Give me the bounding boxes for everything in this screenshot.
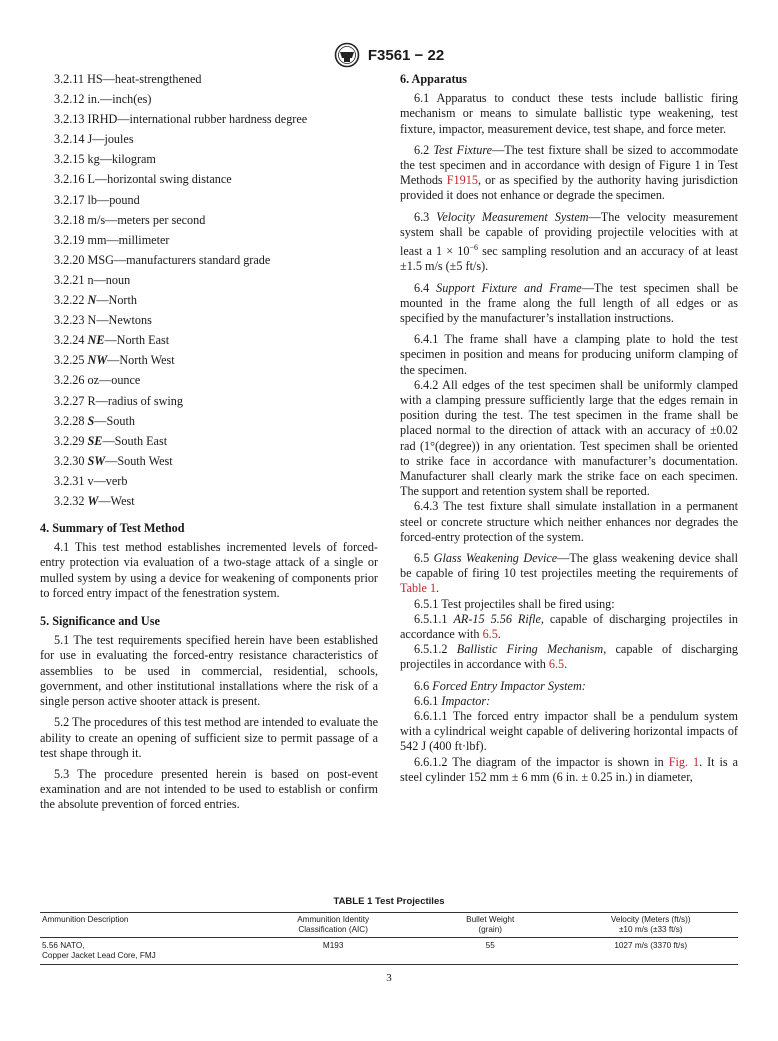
definition-item: 3.2.25 NW—North West [54, 353, 175, 368]
para-6-4-2: 6.4.2 All edges of the test specimen shall be uniformly clamped with a clamping pressure sufficiently large that the edges remain in position during the test. The test specimen in the frame shall be placed normal to the direction of attack with an accuracy of ±0.02 rad (1°(degree)) in any orientation. Test specimen shall be oriented to strike face in accordance with manufacturer’s documentation. Manufacturer shall clearly mark the strike face on each specimen. The support and retention system shall be reported. [400, 377, 738, 499]
definition-item: 3.2.30 SW—South West [54, 453, 173, 468]
definition-item: 3.2.13 IRHD—international rubber hardness degree [54, 112, 308, 127]
definition-item: 3.2.15 kg—kilogram [54, 152, 156, 167]
para-6-3: 6.3 Velocity Measurement System—The velocity measurement system shall be capable of providing projectile velocities with at least a $1 \times 10^{-6}$ sec sampling resolution and an accuracy of at least ±1.5 m/s (±5 ft/s). [400, 209, 738, 274]
para-6-4-3: 6.4.3 The test fixture shall simulate installation in a permanent steel or concrete structure which neither enhances nor degrades the forced-entry protection of the system. [400, 499, 738, 544]
para-6-6: 6.6 Forced Entry Impactor System: [414, 678, 586, 693]
cell-description: 5.56 NATO, Copper Jacket Lead Core, FMJ [40, 938, 249, 965]
link-6-5-a[interactable]: 6.5 [482, 626, 498, 641]
cell-weight: 55 [417, 938, 564, 965]
definition-item: 3.2.32 W—West [54, 493, 135, 508]
col-header-description: Ammunition Description [40, 913, 249, 938]
definition-item: 3.2.18 m/s—meters per second [54, 212, 206, 227]
para-6-6-1: 6.6.1 Impactor: [414, 693, 491, 708]
para-6-4: 6.4 Support Fixture and Frame—The test specimen shall be mounted in the frame along the full length of all edges or as specified by the manufacturer’s installation instructions. [400, 280, 739, 325]
definition-item: 3.2.11 HS—heat-strengthened [54, 72, 202, 86]
definitions-list [40, 72, 378, 509]
para-6-5-1: 6.5.1 Test projectiles shall be fired using: [414, 596, 615, 611]
definition-item: 3.2.19 mm—millimeter [54, 232, 170, 247]
definition-item: 3.2.27 R—radius of swing [54, 393, 183, 408]
definition-item: 3.2.26 oz—ounce [54, 373, 141, 388]
definition-item: 3.2.29 SE—South East [54, 433, 168, 448]
cell-aic: M193 [249, 938, 417, 965]
para-5-1: 5.1 The test requirements specified herein have been established for use in evaluating the forced-entry resistance characteristics of assemblies to be used in commercial, residential, schools, government, and other institutional installations where the risk of a single person active shooter attack is present. [40, 633, 378, 709]
definition-item: 3.2.21 n—noun [54, 272, 131, 287]
para-6-1: 6.1 Apparatus to conduct these tests include ballistic firing mechanism or means to simulate ballistic type weakening, test fixture, impactor, measurement device, test shape, and force meter. [400, 91, 738, 136]
table-header-row [40, 913, 738, 938]
col-header-aic: Ammunition Identity Classification (AIC) [249, 913, 417, 938]
para-6-4-1: 6.4.1 The frame shall have a clamping plate to hold the test specimen in position and means for producing uniform clamping of the specimen. [400, 332, 738, 377]
definition-item: 3.2.22 N—North [54, 293, 137, 308]
para-6-6-1-2: 6.6.1.2 The diagram of the impactor is shown in Fig. 1. It is a steel cylinder 152 mm ± 6 mm (6 in. ± 0.25 in.) in diameter, [400, 754, 738, 784]
right-column [400, 72, 738, 791]
cell-velocity: 1027 m/s (3370 ft/s) [563, 938, 738, 965]
link-f1915[interactable]: F1915 [446, 173, 478, 188]
para-6-5-1-2: 6.5.1.2 Ballistic Firing Mechanism, capable of discharging projectiles in accordance with 6.5. [400, 642, 739, 672]
link-fig-1[interactable]: Fig. 1 [668, 754, 700, 769]
projectiles-table [40, 912, 738, 965]
definition-item: 3.2.17 lb—pound [54, 192, 140, 207]
definition-item: 3.2.20 MSG—manufacturers standard grade [54, 252, 271, 267]
astm-logo-icon [334, 42, 360, 68]
section-5-heading: 5. Significance and Use [40, 614, 160, 629]
definition-item: 3.2.16 L—horizontal swing distance [54, 172, 232, 187]
col-header-velocity: Velocity (Meters (ft/s)) ±10 m/s (±33 ft/s) [563, 913, 738, 938]
page-number: 3 [386, 972, 392, 984]
definition-item: 3.2.14 J—joules [54, 132, 134, 147]
definition-item: 3.2.23 N—Newtons [54, 313, 152, 328]
para-4-1: 4.1 This test method establishes incremented levels of forced-entry protection via evaluation of a two-stage attack of a single or mulled system by using a device for weakening of components prior to forced entry impact of the fenestration system. [40, 540, 378, 600]
para-6-5: 6.5 Glass Weakening Device—The glass weakening device shall be capable of firing 10 test projectiles meeting the requirements of Table 1. [400, 550, 739, 596]
para-5-3: 5.3 The procedure presented herein is based on post-event examination and are not intended to be used to establish or confirm the absolute prevention of forced entries. [40, 766, 378, 812]
para-6-2: 6.2 Test Fixture—The test fixture shall be sized to accommodate the test specimen and in accordance with design of Figure 1 in Test Methods F1915, or as specified by the authority having jurisdiction provided it does not enhance or degrade the specimen. [400, 142, 739, 203]
definition-item: 3.2.31 v—verb [54, 473, 128, 488]
para-6-5-1-1: 6.5.1.1 AR-15 5.56 Rifle, capable of discharging projectiles in accordance with 6.5. [400, 611, 738, 641]
para-6-6-1-1: 6.6.1.1 The forced entry impactor shall be a pendulum system with a cylindrical weight capable of delivering horizontal impacts of 542 J (400 ft·lbf). [400, 708, 738, 754]
para-5-2: 5.2 The procedures of this test method are intended to evaluate the ability to create an opening of sufficient size to permit passage of a test shape through it. [40, 715, 378, 760]
col-header-weight: Bullet Weight (grain) [417, 913, 564, 938]
table-row [40, 938, 738, 965]
definition-item: 3.2.24 NE—North East [54, 333, 170, 348]
section-4-heading: 4. Summary of Test Method [40, 521, 185, 536]
section-6-heading: 6. Apparatus [400, 72, 468, 86]
definition-item: 3.2.12 in.—inch(es) [54, 92, 152, 107]
table-title: TABLE 1 Test Projectiles [333, 896, 445, 907]
link-6-5-b[interactable]: 6.5 [548, 657, 565, 672]
document-code: F3561 − 22 [367, 46, 445, 64]
page-header [0, 42, 778, 68]
left-column [40, 72, 378, 819]
link-table-1[interactable]: Table 1 [400, 581, 437, 596]
definition-item: 3.2.28 S—South [54, 413, 135, 428]
table-1 [40, 896, 738, 965]
